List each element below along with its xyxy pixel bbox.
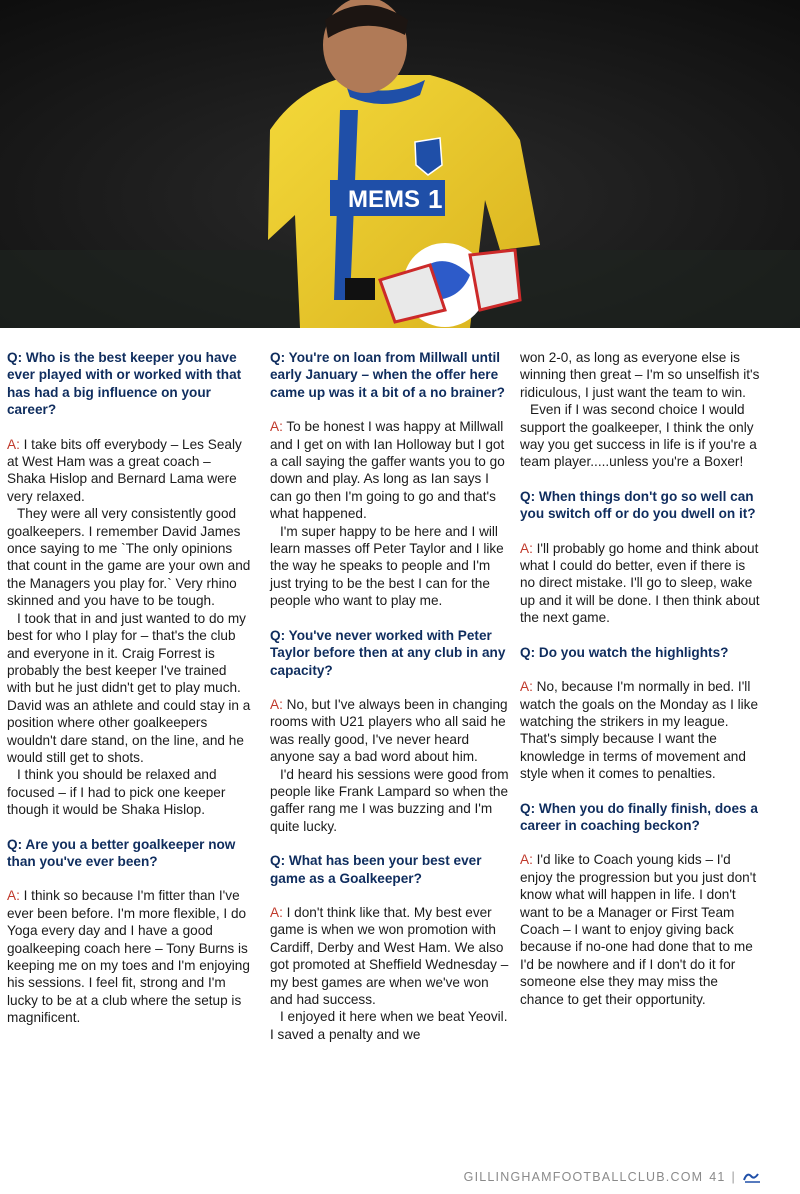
answer-text: I'll probably go home and think about what I could do better, even if there is no direct mistake. I'll go to sleep, wake up and it will be done. I then think about the next game. (520, 540, 760, 626)
answer-better-goalkeeper (7, 887, 251, 1026)
goalkeeper-illustration (0, 0, 800, 328)
answer-text: I think so because I'm fitter than I've ever been before. I'm more flexible, I do Yoga every day and I have a good goalkeeping coach here – Tony Burns is keeping me on my toes and I'm enjoying his sessions. I feel fit, strong and I'm lucky to be at a club where the setup is magnificent. (7, 888, 250, 1026)
answer-switch-off (520, 540, 764, 627)
answer-paragraph: Even if I was second choice I would support the goalkeeper, I think the only way you get success in life is if you're a team player.....unless you're a Boxer! (520, 402, 757, 470)
answer-loan-millwall (270, 418, 514, 609)
answer-text: No, but I've always been in changing rooms with U21 players who all said he was really good, I've never heard anyone say a bad word about him. (270, 696, 508, 765)
question-peter-taylor: Q: You've never worked with Peter Taylor before then at any club in any capacity? (270, 627, 506, 678)
answer-paragraph: They were all very consistently good goalkeepers. I remember David James once saying to me `The only opinions that count in the game are your own and the Managers you play for.` Very rhino skinned and you have to be tough. (7, 506, 251, 609)
answer-highlights (520, 678, 764, 782)
footer-website: GILLINGHAMFOOTBALLCLUB.COM (463, 1170, 704, 1184)
answer-prefix: A: (7, 888, 20, 904)
question-better-goalkeeper: Q: Are you a better goalkeeper now than you've ever been? (7, 836, 236, 869)
answer-text: I'd like to Coach young kids – I'd enjoy the progression but you just don't know what will happen in life. I don't want to be a Manager or First Team Coach – I want to enjoy giving back because if no-one had done that to me I'd be nowhere and if I don't do it for someone else they may miss the chance to get their opportunity. (520, 852, 757, 1007)
question-best-keeper: Q: Who is the best keeper you have ever played with or worked with that has had a big influence on your career? (7, 350, 242, 418)
answer-paragraph: won 2-0, as long as everyone else is winning then great – I'm so unselfish it's ridiculous, I just want the team to win. (520, 350, 760, 400)
answer-paragraph: I'm super happy to be here and I will learn masses off Peter Taylor and I like the way he speaks to people and I'm just trying to be the best I can for the people who want to play me. (270, 523, 504, 609)
answer-prefix: A: (270, 419, 283, 435)
article-column-2 (270, 349, 514, 1060)
answer-text: I take bits off everybody – Les Sealy at West Ham was a great coach – Shaka Hislop and Bernard Lama were very relaxed. (7, 436, 242, 504)
answer-prefix: A: (520, 540, 533, 556)
question-loan-millwall: Q: You're on loan from Millwall until early January – when the offer here came up was it a bit of a no brainer? (270, 350, 505, 400)
question-coaching: Q: When you do finally finish, does a career in coaching beckon? (520, 800, 758, 833)
page-number: 41 (709, 1170, 726, 1184)
sponsor-number: 1 (428, 184, 443, 214)
question-highlights: Q: Do you watch the highlights? (520, 644, 729, 660)
answer-best-game (270, 904, 514, 1043)
answer-prefix: A: (520, 852, 533, 868)
answer-paragraph: I took that in and just wanted to do my best for who I play for – that's the club and everyone in it. Craig Forrest is probably the best keeper I've trained with but he just didn't get to play much. David was an athlete and could stay in a position where other goalkeepers wouldn't dare stand, on the line, and he would still get to shots. (7, 610, 251, 765)
question-switch-off: Q: When things don't go so well can you switch off or do you dwell on it? (520, 488, 756, 522)
article-column-1 (7, 349, 251, 1044)
answer-coaching (520, 851, 764, 1008)
answer-peter-taylor (270, 696, 514, 835)
answer-text: To be honest I was happy at Millwall and I get on with Ian Holloway but I got a call saying the gaffer wants you to go down and play. As long as Ian says I can go then I'm going to go and that's what happened. (270, 419, 505, 522)
footer-separator: | (731, 1170, 736, 1184)
page-footer (464, 1170, 762, 1184)
answer-text: No, because I'm normally in bed. I'll watch the goals on the Monday as I like watching the strikers in my league. That's simply because I want the knowledge in terms of movement and style when it comes to penalties. (520, 679, 759, 782)
answer-prefix: A: (7, 436, 20, 452)
question-best-game: Q: What has been your best ever game as a Goalkeeper? (270, 853, 482, 886)
answer-continued (520, 349, 764, 471)
article-column-3 (520, 349, 764, 1025)
player-photo (0, 0, 800, 328)
answer-text: I don't think like that. My best ever game is when we won promotion with Cardiff, Derby and West Ham. We also got promoted at Sheffield Wednesday – my best games are when we've won and had success. (270, 904, 509, 1007)
answer-best-keeper (7, 436, 251, 819)
answer-paragraph: I'd heard his sessions were good from people like Frank Lampard so when the gaffer rang me I was buzzing and I'm quite lucky. (270, 766, 509, 834)
sponsor-text: MEMS (348, 186, 420, 213)
answer-prefix: A: (270, 904, 283, 920)
club-logo-icon (742, 1170, 762, 1184)
answer-prefix: A: (520, 679, 533, 695)
answer-prefix: A: (270, 696, 283, 712)
answer-paragraph: I think you should be relaxed and focused – if I had to pick one keeper though it would be Shaka Hislop. (7, 767, 226, 818)
answer-paragraph: I enjoyed it here when we beat Yeovil. I saved a penalty and we (270, 1009, 508, 1042)
